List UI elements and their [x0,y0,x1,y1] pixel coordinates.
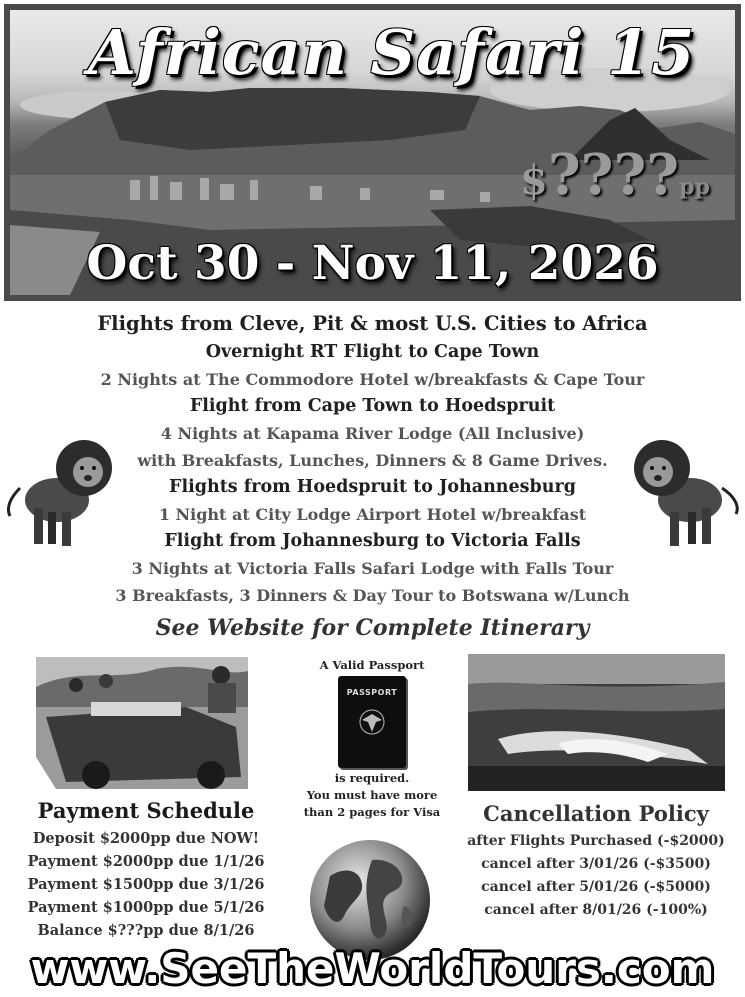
passport-icon [338,676,406,768]
itinerary-line: Overnight RT Flight to Cape Town [205,342,540,362]
cancellation-policy [460,798,732,922]
website-note: See Website for Complete Itinerary [155,615,590,641]
hero-title: African Safari 15 [88,16,696,89]
itinerary-line: 3 Nights at Victoria Falls Safari Lodge with Falls Tour [131,559,614,578]
price-unit: pp [679,174,710,200]
payment-line: Balance $???pp due 8/1/26 [37,922,255,939]
payment-line: Payment $1000pp due 5/1/26 [27,899,265,916]
cancellation-policy-title: Cancellation Policy [483,801,709,826]
itinerary-line: Flights from Cleve, Pit & most U.S. Cities to Africa [97,312,648,335]
itinerary-line: 3 Breakfasts, 3 Dinners & Day Tour to Botswana w/Lunch [115,586,630,605]
hero-banner [4,4,741,301]
globe-icon [300,836,440,960]
cancellation-line: after Flights Purchased (-$2000) [467,833,725,849]
payment-line: Payment $1500pp due 3/1/26 [27,876,265,893]
payment-schedule-title: Payment Schedule [37,798,255,823]
victoria-falls-photo [468,654,725,791]
itinerary-line: Flights from Hoedspruit to Johannesburg [169,477,576,497]
website-url: www.SeeTheWorldTours.com [30,944,715,993]
cancellation-line: cancel after 8/01/26 (-100%) [484,902,708,918]
passport-notice-required: is required. [334,771,410,785]
trip-dates: Oct 30 - Nov 11, 2026 [86,236,659,291]
payment-line: Deposit $2000pp due NOW! [32,830,260,847]
safari-vehicle-photo [36,657,248,789]
passport-notice [296,656,448,821]
itinerary-line: with Breakfasts, Lunches, Dinners & 8 Game Drives. [137,451,608,470]
itinerary-line: Flight from Johannesburg to Victoria Falls [164,531,581,551]
itinerary-line: 1 Night at City Lodge Airport Hotel w/breakfast [158,505,587,524]
passport-cover-word: PASSPORT [346,688,398,697]
itinerary-line: 2 Nights at The Commodore Hotel w/breakfasts & Cape Tour [100,370,645,389]
price-symbol: $ [520,157,548,204]
payment-line: Payment $2000pp due 1/1/26 [27,853,265,870]
passport-notice-line-3: than 2 pages for Visa [303,805,441,819]
payment-schedule [22,795,270,942]
itinerary-line: 4 Nights at Kapama River Lodge (All Inclusive) [160,424,585,443]
eagle-emblem-icon [358,706,386,742]
passport-notice-line-2: You must have more [306,788,438,802]
itinerary-list [0,308,745,645]
hero-price [520,142,710,208]
passport-notice-top: A Valid Passport [319,658,425,672]
itinerary-line: Flight from Cape Town to Hoedspruit [189,396,556,416]
cancellation-line: cancel after 3/01/26 (-$3500) [481,856,711,872]
price-value: ???? [547,142,680,208]
cancellation-line: cancel after 5/01/26 (-$5000) [481,879,711,895]
